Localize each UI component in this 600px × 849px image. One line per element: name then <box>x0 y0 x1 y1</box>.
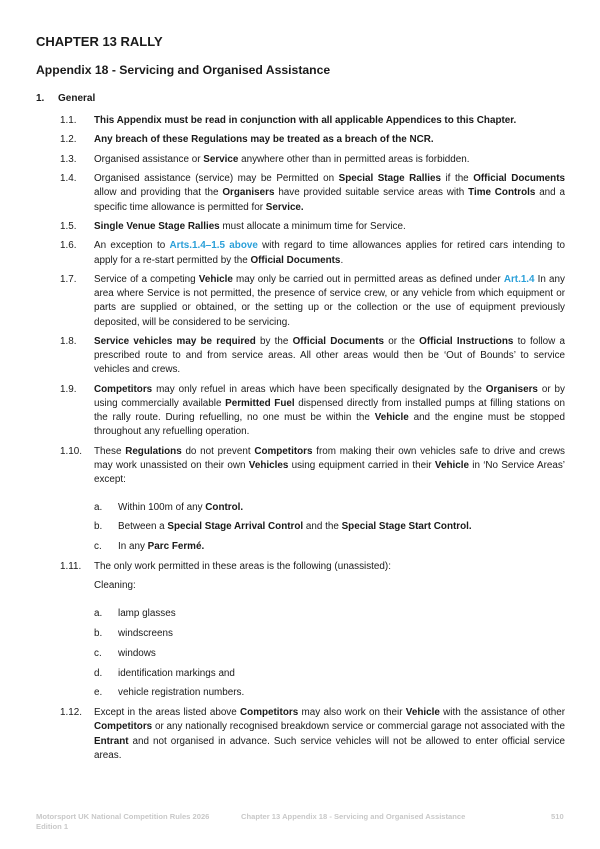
text-run: windows <box>118 647 156 659</box>
numbered-clause <box>60 239 565 267</box>
text-run: have provided suitable service areas with <box>274 187 469 199</box>
defined-term: Official Documents <box>292 335 385 347</box>
text-run: if the <box>440 173 474 185</box>
clause-text <box>94 153 565 167</box>
text-run: In any area where Service is not permitted, the presence of service crew, or any vehicle from which equipment or parts are supplied or obtained, or the setting up or the collection or the use of equipment previously deposited, will be considered to be servicing. <box>94 273 565 328</box>
text-run: An exception to <box>94 240 170 252</box>
defined-term: Competitors <box>240 707 299 719</box>
text-run: lamp glasses <box>118 608 176 620</box>
text-run: may also work on their <box>298 707 406 719</box>
clause-text <box>94 172 565 215</box>
defined-term: Parc Fermé. <box>147 541 205 553</box>
lettered-subclause <box>94 501 565 515</box>
text-run: or by using commercially available <box>94 383 565 409</box>
clause-number: 1.2. <box>60 134 77 146</box>
text-run: The only work permitted in these areas is the following (unassisted): <box>94 560 391 572</box>
numbered-clause <box>60 445 565 488</box>
clause-number: 1.5. <box>60 220 77 232</box>
defined-term: Organisers <box>222 187 275 199</box>
numbered-clause <box>60 273 565 330</box>
defined-term: Permitted Fuel <box>225 397 295 409</box>
defined-term: Special Stage Start Control. <box>341 521 472 533</box>
clause-number: 1.10. <box>60 445 82 457</box>
text-run: must allocate a minimum time for Service. <box>219 220 406 232</box>
numbered-clause <box>60 133 565 147</box>
numbered-clause <box>60 335 565 378</box>
cross-reference-link[interactable]: Art.1.4 <box>503 273 535 285</box>
clause-text <box>94 114 565 128</box>
text-run: and the <box>303 521 342 533</box>
text-run: or any nationally recognised breakdown service or commercial garage not associated with the <box>152 721 565 733</box>
clause-number: c. <box>94 647 102 659</box>
lettered-subclause <box>94 686 565 700</box>
text-run: allow and providing that the <box>94 187 223 199</box>
text-run: Between a <box>118 521 168 533</box>
text-run: to follow a prescribed route to and from service areas. All other areas would then be ‘Out of Bounds’ to service vehicles and crews. <box>94 335 565 376</box>
section-heading <box>36 93 95 104</box>
defined-term: Competitors <box>94 721 153 733</box>
clause-number: 1.4. <box>60 173 77 185</box>
lettered-subclause <box>94 520 565 534</box>
numbered-clause <box>60 706 565 763</box>
clause-text <box>94 133 565 147</box>
numbered-clause <box>60 560 565 574</box>
clause-text <box>94 220 565 234</box>
defined-term: Official Documents <box>473 173 565 185</box>
clause-text <box>118 501 243 515</box>
defined-term: Vehicle <box>198 273 233 285</box>
document-body <box>60 114 565 768</box>
clause-number: 1.3. <box>60 153 77 165</box>
clause-text <box>118 667 235 681</box>
clause-number: b. <box>94 521 103 533</box>
appendix-heading: Appendix 18 - Servicing and Organised Assistance <box>36 63 331 77</box>
defined-term: Single Venue Stage Rallies <box>94 220 220 232</box>
text-run: and a specific time allowance is permitted for <box>94 187 565 213</box>
chapter-heading: CHAPTER 13 RALLY <box>36 34 163 49</box>
text-run: by the <box>255 335 293 347</box>
numbered-clause <box>60 172 565 215</box>
clause-text <box>118 627 173 641</box>
clause-text <box>94 706 565 763</box>
text-run: Except in the areas listed above <box>94 707 241 719</box>
clause-number: 1.8. <box>60 335 77 347</box>
text-run: Service of a competing <box>94 273 199 285</box>
clause-text <box>94 239 565 267</box>
defined-term: Vehicle <box>374 412 409 424</box>
clause-text <box>94 445 565 488</box>
clause-number: 1.12. <box>60 707 82 719</box>
text-run: using equipment carried in their <box>288 459 435 471</box>
cross-reference-link[interactable]: Arts.1.4–1.5 above <box>169 240 258 252</box>
numbered-clause <box>60 153 565 167</box>
defined-term: Service vehicles may be required <box>94 335 256 347</box>
defined-term: Official Documents <box>250 254 341 266</box>
numbered-clause <box>60 220 565 234</box>
clause-text <box>118 686 244 700</box>
defined-term: Special Stage Arrival Control <box>167 521 304 533</box>
text-run: may only refuel in areas which have been specifically designated by the <box>152 383 486 395</box>
text-run: anywhere other than in permitted areas is forbidden. <box>238 153 470 165</box>
footer-publication <box>36 812 209 832</box>
clause-text <box>118 647 156 661</box>
text-run: In any <box>118 541 148 553</box>
defined-term: Competitors <box>94 383 153 395</box>
text-run: These <box>94 445 126 457</box>
defined-term: Entrant <box>94 735 129 747</box>
text-run: Organised assistance or <box>94 153 204 165</box>
section-number: 1. <box>36 93 45 104</box>
clause-number: 1.9. <box>60 383 77 395</box>
text-run: do not prevent <box>181 445 255 457</box>
clause-text <box>94 273 565 330</box>
defined-term: Service. <box>265 201 304 213</box>
text-run: with the assistance of other <box>439 707 566 719</box>
clause-text <box>94 335 565 378</box>
text-run: or the <box>384 335 420 347</box>
footer-edition: Edition 1 <box>36 822 69 831</box>
footer-publication-title: Motorsport UK National Competition Rules 2026 <box>36 812 210 821</box>
spacer <box>60 493 565 501</box>
defined-term: Any breach of these Regulations may be treated as a breach of the NCR. <box>94 134 434 146</box>
defined-term: Organisers <box>485 383 538 395</box>
defined-term: Competitors <box>254 445 313 457</box>
spacer <box>60 599 565 607</box>
paragraph <box>94 579 565 593</box>
clause-number: b. <box>94 627 103 639</box>
defined-term: Vehicle <box>405 707 440 719</box>
text-run: with regard to time allowances applies for retired cars intending to apply for a re-start permitted by the <box>94 240 565 266</box>
defined-term: Special Stage Rallies <box>338 173 441 185</box>
clause-number: a. <box>94 501 103 513</box>
clause-number: e. <box>94 687 103 699</box>
text-run: dispensed directly from installed pumps at filling stations on the rally route. During refuelling, no one must be within the <box>94 397 565 424</box>
text-run: from making their own vehicles safe to drive and crews may work unassisted on their own <box>94 445 565 471</box>
clause-text <box>118 540 204 554</box>
clause-number: 1.11. <box>60 560 82 572</box>
clause-number: 1.6. <box>60 240 77 252</box>
clause-number: d. <box>94 667 103 679</box>
text-run: vehicle registration numbers. <box>118 687 245 699</box>
lettered-subclause <box>94 540 565 554</box>
text-run: . <box>340 254 344 266</box>
defined-term: This Appendix must be read in conjunction with all applicable Appendices to this Chapter. <box>94 115 517 126</box>
defined-term: Vehicles <box>248 459 289 471</box>
lettered-subclause <box>94 647 565 661</box>
footer-page-number: 510 <box>551 812 564 821</box>
text-run: Cleaning: <box>94 580 136 592</box>
lettered-subclause <box>94 667 565 681</box>
text-run: windscreens <box>118 627 173 639</box>
clause-number: 1.7. <box>60 273 77 285</box>
clause-number: a. <box>94 608 103 620</box>
text-run: identification markings and <box>118 667 235 679</box>
clause-number: c. <box>94 541 102 553</box>
defined-term: Time Controls <box>468 187 536 199</box>
clause-text <box>118 607 176 621</box>
text-run: may only be carried out in permitted areas as defined under <box>232 273 504 285</box>
text-run: and the engine must be stopped throughout any refuelling operation. <box>94 412 566 438</box>
lettered-subclause <box>94 607 565 621</box>
defined-term: Official Instructions <box>419 335 514 347</box>
text-run: and not organised in advance. Such service vehicles will not be allowed to enter official service areas. <box>94 735 565 761</box>
footer-section-title: Chapter 13 Appendix 18 - Servicing and Organised Assistance <box>241 812 466 821</box>
clause-number: 1.1. <box>60 115 77 126</box>
text-run: Organised assistance (service) may be Permitted on <box>94 173 339 185</box>
text-run: in ‘No Service Areas’ except: <box>94 459 566 486</box>
defined-term: Service <box>203 153 239 165</box>
defined-term: Regulations <box>125 445 182 457</box>
defined-term: Control. <box>205 501 244 513</box>
clause-text <box>94 383 565 440</box>
numbered-clause <box>60 114 565 128</box>
clause-text <box>94 560 565 574</box>
numbered-clause <box>60 383 565 440</box>
defined-term: Vehicle <box>434 459 469 471</box>
lettered-subclause <box>94 627 565 641</box>
text-run: Within 100m of any <box>118 501 206 513</box>
section-title: General <box>58 93 96 104</box>
clause-text <box>118 520 472 534</box>
